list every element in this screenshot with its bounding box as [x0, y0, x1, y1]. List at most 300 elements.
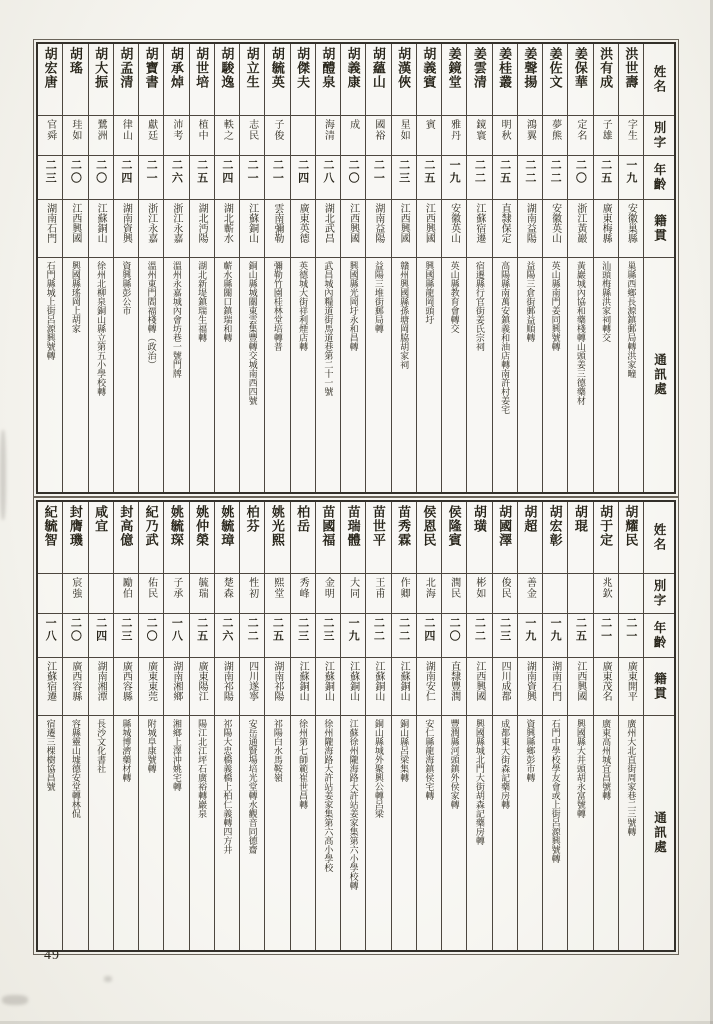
entry-name: 封高億 [114, 502, 138, 574]
entry-address: 巢縣西鄉長源鎮郵局轉洪家疃 [626, 261, 637, 378]
entry-age: 二三 [493, 614, 517, 658]
entry-age: 一九 [543, 614, 567, 658]
entry-origin: 湖南石門 [543, 658, 567, 716]
entry-courtesy-name: 沛考 [164, 116, 188, 156]
entry-address: 銅山縣城外聚興公轉呂梁 [373, 719, 384, 818]
scan-artifact [0, 430, 6, 520]
header-age: 年齡 [644, 156, 674, 200]
entry-column [163, 44, 188, 492]
entry-column [517, 44, 542, 492]
entry-address: 贛州興國縣孫塘岡脇胡家祠 [399, 261, 410, 369]
entry-courtesy-name: 善金 [518, 574, 542, 614]
entry-column [492, 44, 517, 492]
entry-name: 姜佐文 [543, 44, 567, 116]
entry-name: 紀毓智 [38, 502, 62, 574]
entry-address: 成都東大街森記藥房轉 [500, 719, 511, 809]
entry-courtesy-name: 國裕 [366, 116, 390, 156]
entry-origin: 湖北沔陽 [190, 200, 214, 258]
entry-age: 二四 [114, 156, 138, 200]
entry-column [315, 44, 340, 492]
entry-courtesy-name: 鷺洲 [89, 116, 113, 156]
entry-courtesy-name: 星如 [392, 116, 416, 156]
entry-column [214, 502, 239, 950]
entry-address: 湖北新堤鎮瑞生福轉 [197, 261, 208, 342]
entry-name: 苗國福 [316, 502, 340, 574]
entry-courtesy-name: 明秋 [493, 116, 517, 156]
entry-address: 黃巖城內協和藥棧轉山頭姜三德藥材 [575, 261, 586, 405]
entry-name: 姜聲揚 [518, 44, 542, 116]
entry-name: 封膺璣 [63, 502, 87, 574]
entry-address: 安仁縣龍海鎮侯宅轉 [424, 719, 435, 800]
entry-address: 英山縣南門姜同興號轉 [550, 261, 561, 351]
entry-address: 安岳通賢場培光堂轉水觀音同德齋 [247, 719, 258, 854]
entry-address: 汕頭梅縣洪家祠轉交 [601, 261, 612, 342]
entry-name: 紀乃武 [139, 502, 163, 574]
entry-column [365, 44, 390, 492]
header-address: 通訊處 [652, 811, 667, 855]
entry-column [264, 44, 289, 492]
entry-origin: 安徽巢縣 [619, 200, 643, 258]
entry-origin: 湖南石門 [38, 200, 62, 258]
entry-age: 二一 [594, 614, 618, 658]
entry-age: 二〇 [442, 614, 466, 658]
entry-origin: 湖北蘄水 [215, 200, 239, 258]
entry-name: 胡于定 [594, 502, 618, 574]
entry-origin: 湖南祁陽 [215, 658, 239, 716]
entry-age: 二一 [366, 156, 390, 200]
entry-origin: 廣東茂名 [594, 658, 618, 716]
entry-courtesy-name: 彬如 [467, 574, 491, 614]
entry-age: 二八 [316, 156, 340, 200]
entry-courtesy-name: 潤民 [442, 574, 466, 614]
entry-origin: 浙江永嘉 [139, 200, 163, 258]
entry-address: 徐州隴海路大許站姜家集第六高小學校 [323, 719, 334, 872]
entry-column [38, 502, 62, 950]
entry-origin: 江蘇銅山 [392, 658, 416, 716]
entry-address: 興國縣大井頭胡永富號轉 [575, 719, 586, 818]
entry-column [138, 502, 163, 950]
entry-origin: 湖南益陽 [366, 200, 390, 258]
entry-address: 宿遷三棵樹協昌號 [45, 719, 56, 791]
entry-name: 咸宜 [89, 502, 113, 574]
entry-courtesy-name: 字生 [619, 116, 643, 156]
entry-address: 徐州北柳泉銅山縣立第五小學校轉 [96, 261, 107, 396]
entry-name: 姜保華 [568, 44, 592, 116]
entry-age: 二二 [366, 614, 390, 658]
entry-name: 姚光熙 [265, 502, 289, 574]
entry-column [567, 44, 592, 492]
entry-age: 二一 [619, 614, 643, 658]
entry-courtesy-name: 官舜 [38, 116, 62, 156]
entry-name: 侯恩民 [417, 502, 441, 574]
entry-age: 二五 [594, 156, 618, 200]
entry-name: 胡耀民 [619, 502, 643, 574]
entry-name: 胡琨 [568, 502, 592, 574]
entry-courtesy-name: 鏡寰 [467, 116, 491, 156]
entry-name: 胡大振 [89, 44, 113, 116]
entry-column [38, 44, 62, 492]
entry-courtesy-name: 熙堂 [265, 574, 289, 614]
entry-name: 胡漢俠 [392, 44, 416, 116]
entry-origin: 廣東英德 [291, 200, 315, 258]
entry-column [466, 44, 491, 492]
entry-courtesy-name: 子承 [164, 574, 188, 614]
entry-courtesy-name: 毓瑞 [190, 574, 214, 614]
header-name: 姓名 [644, 44, 674, 116]
entry-age: 一九 [341, 614, 365, 658]
entry-courtesy-name: 秀峰 [291, 574, 315, 614]
entry-origin: 廣東開平 [619, 658, 643, 716]
entry-age: 二二 [543, 156, 567, 200]
entry-column [113, 502, 138, 950]
entry-courtesy-name: 勵伯 [114, 574, 138, 614]
entry-age: 二四 [215, 156, 239, 200]
entry-column [315, 502, 340, 950]
header-name: 姓名 [644, 502, 674, 574]
entry-column [340, 502, 365, 950]
entry-origin: 江西興國 [392, 200, 416, 258]
entry-age: 一八 [164, 614, 188, 658]
entry-origin: 江蘇銅山 [240, 200, 264, 258]
entry-column [113, 44, 138, 492]
entry-name: 苗世平 [366, 502, 390, 574]
entry-age: 二〇 [139, 614, 163, 658]
entry-name: 胡超 [518, 502, 542, 574]
entry-origin: 浙江永嘉 [164, 200, 188, 258]
entry-origin: 廣西容縣 [63, 658, 87, 716]
entry-address: 石門縣城上街呂源興號轉 [45, 261, 56, 360]
entry-origin: 湖南資興 [518, 658, 542, 716]
entry-address: 興國縣城北門大街胡森記藥房轉 [474, 719, 485, 845]
entry-column [593, 502, 618, 950]
entry-column [466, 502, 491, 950]
entry-age: 二五 [568, 614, 592, 658]
entry-address: 蘄水縣關口鎮瑞和轉 [222, 261, 233, 342]
entry-origin: 江西興國 [417, 200, 441, 258]
entry-origin: 湖南祁陽 [265, 658, 289, 716]
entry-name: 胡璜 [467, 502, 491, 574]
entry-origin: 江蘇銅山 [316, 658, 340, 716]
entry-column [391, 44, 416, 492]
entry-origin: 廣東陽江 [190, 658, 214, 716]
entry-address: 銅山縣呂梁集轉 [399, 719, 410, 782]
entry-column [618, 502, 643, 950]
entry-column [138, 44, 163, 492]
entry-origin: 江蘇銅山 [89, 200, 113, 258]
entry-courtesy-name: 鴻翼 [518, 116, 542, 156]
entry-column [618, 44, 643, 492]
entry-name: 胡蘊山 [366, 44, 390, 116]
entry-column [492, 502, 517, 950]
entry-courtesy-name: 佑民 [139, 574, 163, 614]
entry-age: 一九 [619, 156, 643, 200]
entry-age: 二六 [215, 614, 239, 658]
entry-origin: 浙江黃巖 [568, 200, 592, 258]
entry-address: 湘鄉上澤沖姚宅轉 [171, 719, 182, 791]
entry-address: 英山縣教育會轉交 [449, 261, 460, 333]
entry-age: 二二 [240, 614, 264, 658]
entry-name: 胡毓英 [265, 44, 289, 116]
entry-courtesy-name: 楚森 [215, 574, 239, 614]
entry-courtesy-name: 軼之 [215, 116, 239, 156]
entry-origin: 江蘇銅山 [366, 658, 390, 716]
entry-column [290, 44, 315, 492]
entry-address: 溫州永嘉城內會坊巷一號門牌 [171, 261, 182, 378]
entry-column [264, 502, 289, 950]
entry-age: 二〇 [89, 156, 113, 200]
entry-courtesy-name: 性初 [240, 574, 264, 614]
entry-age: 二三 [114, 614, 138, 658]
entry-origin: 安徽英山 [543, 200, 567, 258]
header-zi: 別字 [644, 574, 674, 614]
entry-courtesy-name: 夢熊 [543, 116, 567, 156]
entry-name: 苗秀霖 [392, 502, 416, 574]
entry-courtesy-name: 獻廷 [139, 116, 163, 156]
entry-courtesy-name: 金明 [316, 574, 340, 614]
entry-name: 姚毓璋 [215, 502, 239, 574]
entry-origin: 江西興國 [568, 658, 592, 716]
entry-age: 二〇 [63, 156, 87, 200]
entry-name: 胡宏唐 [38, 44, 62, 116]
entry-age: 二一 [265, 156, 289, 200]
entry-name: 胡義康 [341, 44, 365, 116]
entry-address: 祁陽大忠橋義橋上柏仁義轉四方井 [222, 719, 233, 854]
entry-column [441, 502, 466, 950]
entry-address: 興國縣龍岡頭圩 [424, 261, 435, 324]
entry-age: 二六 [164, 156, 188, 200]
header-address: 通訊處 [652, 353, 667, 397]
entry-address: 容縣靈山墟德安堂轉林侃 [70, 719, 81, 818]
entry-address: 英德城大街祥利煙店轉 [298, 261, 309, 351]
entry-name: 胡立生 [240, 44, 264, 116]
page-number: 49 [44, 948, 60, 963]
entry-origin: 湖南湘鄉 [164, 658, 188, 716]
entry-column [290, 502, 315, 950]
entry-column [189, 44, 214, 492]
entry-address: 高陽縣南萬安鎮義和油店轉南許村姜宅 [500, 261, 511, 414]
scan-artifact [2, 995, 28, 1005]
entry-name: 胡宏彰 [543, 502, 567, 574]
entry-courtesy-name: 海清 [316, 116, 340, 156]
entry-courtesy-name [568, 574, 592, 614]
entry-age: 一九 [518, 614, 542, 658]
entry-origin: 湖南益陽 [518, 200, 542, 258]
entry-courtesy-name: 王甫 [366, 574, 390, 614]
entry-age: 二三 [392, 156, 416, 200]
entry-address: 長沙文化書社 [96, 719, 107, 773]
entry-age: 二四 [89, 614, 113, 658]
header-origin: 籍貫 [644, 658, 674, 716]
entry-age: 二五 [493, 156, 517, 200]
entry-courtesy-name: 子俊 [265, 116, 289, 156]
entry-column [214, 44, 239, 492]
entry-column [517, 502, 542, 950]
entry-name: 胡承焯 [164, 44, 188, 116]
entry-age: 二五 [265, 614, 289, 658]
entry-column [62, 44, 87, 492]
entry-courtesy-name [543, 574, 567, 614]
header-zi: 別字 [644, 116, 674, 156]
entry-address: 益陽三倉街郵益順轉 [525, 261, 536, 342]
entry-column [365, 502, 390, 950]
entry-column [163, 502, 188, 950]
entry-age: 二一 [139, 156, 163, 200]
entry-column [88, 44, 113, 492]
entry-origin: 湖南安仁 [417, 658, 441, 716]
entry-name: 柏芬 [240, 502, 264, 574]
entry-age: 二一 [240, 156, 264, 200]
entry-origin: 廣東梅縣 [594, 200, 618, 258]
entry-age: 二〇 [341, 156, 365, 200]
entry-origin: 廣東東莞 [139, 658, 163, 716]
entry-name: 姜鏡堂 [442, 44, 466, 116]
entry-courtesy-name: 作卿 [392, 574, 416, 614]
entry-age: 二三 [316, 614, 340, 658]
entry-column [62, 502, 87, 950]
entry-name: 胡醴泉 [316, 44, 340, 116]
entry-origin: 江蘇銅山 [341, 658, 365, 716]
entry-age: 二二 [467, 614, 491, 658]
entry-column [542, 44, 567, 492]
entry-column [340, 44, 365, 492]
entry-origin: 江西興國 [341, 200, 365, 258]
entry-courtesy-name [291, 116, 315, 156]
entry-courtesy-name: 律山 [114, 116, 138, 156]
entry-courtesy-name [619, 574, 643, 614]
entry-courtesy-name: 俊民 [493, 574, 517, 614]
entry-name: 胡國澤 [493, 502, 517, 574]
entry-address: 祁陽白水馬鞍嶺 [272, 719, 283, 782]
entry-origin: 江蘇銅山 [291, 658, 315, 716]
entry-column [88, 502, 113, 950]
entry-address: 益陽三堆街郵局轉 [373, 261, 384, 333]
entry-origin: 雲南彌勒 [265, 200, 289, 258]
entry-courtesy-name: 兆欽 [594, 574, 618, 614]
entry-age: 二四 [417, 614, 441, 658]
entry-name: 侯隆賓 [442, 502, 466, 574]
entry-age: 二〇 [568, 156, 592, 200]
entry-age: 二四 [291, 156, 315, 200]
entry-address: 溫州東門閻福棧轉（政治） [146, 261, 157, 369]
entry-courtesy-name: 大同 [341, 574, 365, 614]
entry-column [189, 502, 214, 950]
entry-courtesy-name: 北海 [417, 574, 441, 614]
entry-column [593, 44, 618, 492]
entry-origin: 江蘇宿遷 [467, 200, 491, 258]
entry-address: 興國縣瑤岡上胡家 [70, 261, 81, 333]
entry-origin: 湖南資興 [114, 200, 138, 258]
entry-column [416, 44, 441, 492]
entry-age: 二二 [467, 156, 491, 200]
entry-address: 豐潤縣河頭鎮外侯家轉 [449, 719, 460, 809]
entry-origin: 直隸保定 [493, 200, 517, 258]
entry-courtesy-name: 成 [341, 116, 365, 156]
entry-age: 二三 [38, 156, 62, 200]
entry-column [391, 502, 416, 950]
entry-name: 胡世培 [190, 44, 214, 116]
entry-name: 胡瑤 [63, 44, 87, 116]
entry-address: 資興縣彭公市 [121, 261, 132, 315]
header-age: 年齡 [644, 614, 674, 658]
entry-courtesy-name: 植中 [190, 116, 214, 156]
entry-origin: 四川遂寧 [240, 658, 264, 716]
entry-column [542, 502, 567, 950]
entry-column [416, 502, 441, 950]
entry-origin: 江蘇宿遷 [38, 658, 62, 716]
entry-origin: 直隸豐潤 [442, 658, 466, 716]
entry-courtesy-name: 子雄 [594, 116, 618, 156]
entry-name: 姚毓琛 [164, 502, 188, 574]
entry-address: 資興縣鄉彭市轉 [525, 719, 536, 782]
entry-age: 一九 [442, 156, 466, 200]
scan-artifact [104, 976, 112, 982]
entry-age: 二五 [417, 156, 441, 200]
entry-age: 二五 [190, 156, 214, 200]
entry-address: 陽江北江坪石廣裕轉巖泉 [197, 719, 208, 818]
entry-name: 胡駿逸 [215, 44, 239, 116]
entry-age: 二三 [291, 614, 315, 658]
entry-column [567, 502, 592, 950]
entry-address: 江蘇徐州隴海路大許站姜家集第六小學校轉 [348, 719, 359, 890]
entry-age: 二二 [518, 156, 542, 200]
entry-address: 廣東高州城宜昌號轉 [601, 719, 612, 800]
entry-address: 武昌城內糧道街馬道巷第二十一號 [323, 261, 334, 396]
entry-address: 彌勒竹園桂林堂培轉普 [272, 261, 283, 351]
entry-age: 二五 [190, 614, 214, 658]
entry-name: 姜桂叢 [493, 44, 517, 116]
entry-courtesy-name: 宸強 [63, 574, 87, 614]
entry-name: 柏岳 [291, 502, 315, 574]
entry-name: 姜雲清 [467, 44, 491, 116]
header-column [643, 502, 674, 950]
directory-table-bottom [36, 500, 676, 952]
entry-address: 石門中學校學友會或上街呂源興號轉 [550, 719, 561, 863]
entry-courtesy-name [89, 574, 113, 614]
entry-name: 姚仲榮 [190, 502, 214, 574]
entry-column [239, 44, 264, 492]
entry-name: 胡孟清 [114, 44, 138, 116]
entry-address: 廣州大北直街周家巷二三號轉 [626, 719, 637, 836]
entry-origin: 四川成都 [493, 658, 517, 716]
entry-name: 胡義賓 [417, 44, 441, 116]
entry-age: 一八 [38, 614, 62, 658]
entry-age: 二二 [392, 614, 416, 658]
header-column [643, 44, 674, 492]
entry-address: 縣城博濟藥材轉 [121, 719, 132, 782]
entry-name: 胡寶書 [139, 44, 163, 116]
entry-name: 洪有成 [594, 44, 618, 116]
entry-origin: 江西興國 [467, 658, 491, 716]
entry-courtesy-name: 志民 [240, 116, 264, 156]
entry-courtesy-name [38, 574, 62, 614]
entry-courtesy-name: 定名 [568, 116, 592, 156]
entry-origin: 安徽英山 [442, 200, 466, 258]
entry-address: 附城阜康號轉 [146, 719, 157, 773]
entry-address: 徐州第七師範崔世昌轉 [298, 719, 309, 809]
entry-origin: 廣西容縣 [114, 658, 138, 716]
entry-courtesy-name: 賓 [417, 116, 441, 156]
entry-address: 宿遷縣行官街姜氏宗祠 [474, 261, 485, 351]
entry-name: 苗瑞體 [341, 502, 365, 574]
directory-table-top [36, 42, 676, 494]
entry-column [239, 502, 264, 950]
header-origin: 籍貫 [644, 200, 674, 258]
entry-name: 胡傑夫 [291, 44, 315, 116]
entry-origin: 湖南湘潭 [89, 658, 113, 716]
entry-address: 興國縣光岡圩永和昌轉 [348, 261, 359, 351]
entry-name: 洪世壽 [619, 44, 643, 116]
entry-address: 銅山縣城關東雲集豐轉交城南西四號 [247, 261, 258, 405]
